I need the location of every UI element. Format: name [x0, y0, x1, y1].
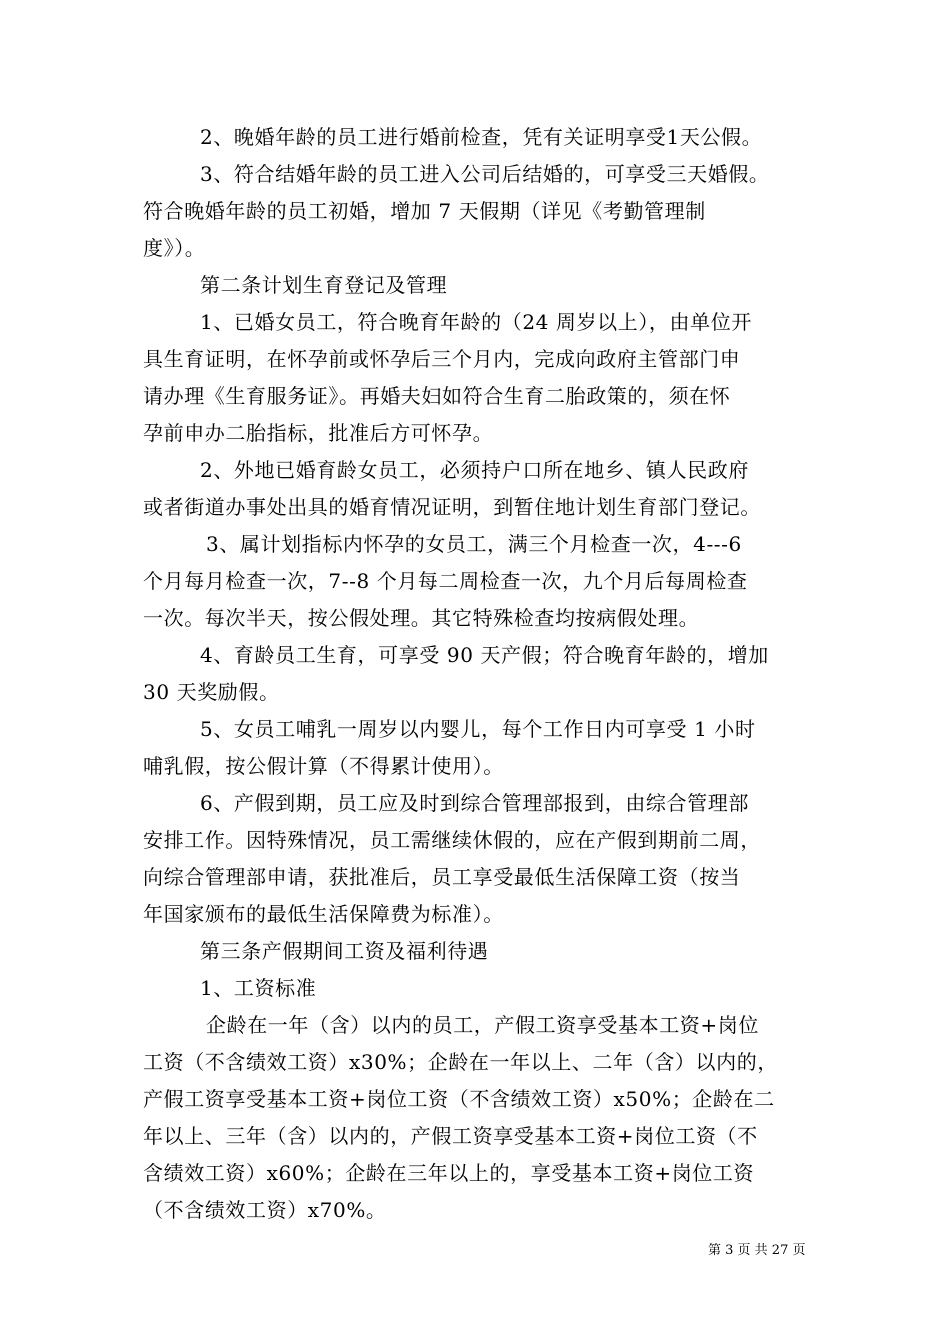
text-line: 工资（不含绩效工资）x30%；企龄在一年以上、二年（含）以内的， — [143, 1050, 778, 1074]
text-line: 企龄在一年（含）以内的员工，产假工资享受基本工资+岗位 — [206, 1013, 759, 1037]
text-line: 或者街道办事处出具的婚育情况证明，到暂住地计划生育部门登记。 — [143, 495, 761, 519]
text-line: 6、产假到期，员工应及时到综合管理部报到，由综合管理部 — [200, 791, 749, 815]
text-line: 符合晚婚年龄的员工初婚，增加 7 天假期（详见《考勤管理制 — [143, 199, 706, 223]
page-number-footer: 第 3 页 共 27 页 — [708, 1243, 806, 1258]
section-heading: 第三条产假期间工资及福利待遇 — [200, 939, 489, 963]
text-line: 30 天奖励假。 — [143, 680, 280, 704]
subsection-heading: 1、工资标准 — [200, 976, 317, 1000]
text-line: 含绩效工资）x60%；企龄在三年以上的，享受基本工资+岗位工资 — [143, 1161, 755, 1185]
text-line: 孕前申办二胎指标，批准后方可怀孕。 — [143, 421, 494, 445]
text-line: 个月每月检查一次，7--8 个月每二周检查一次，九个月后每周检查 — [143, 569, 748, 593]
text-line: 请办理《生育服务证》。再婚夫妇如符合生育二胎政策的，须在怀 — [143, 384, 731, 408]
text-line: （不含绩效工资）x70%。 — [143, 1198, 387, 1222]
text-line: 年国家颁布的最低生活保障费为标准）。 — [143, 902, 504, 926]
text-line: 年以上、三年（含）以内的，产假工资享受基本工资+岗位工资（不 — [143, 1124, 758, 1148]
text-line: 3、符合结婚年龄的员工进入公司后结婚的，可享受三天婚假。 — [200, 162, 770, 186]
text-line: 安排工作。因特殊情况，员工需继续休假的，应在产假到期前二周， — [143, 828, 761, 852]
text-line: 4、育龄员工生育，可享受 90 天产假；符合晚育年龄的，增加 — [200, 643, 769, 667]
text-line: 2、晚婚年龄的员工进行婚前检查，凭有关证明享受1天公假。 — [200, 125, 763, 149]
text-line: 2、外地已婚育龄女员工，必须持户口所在地乡、镇人民政府 — [200, 458, 749, 482]
text-line: 一次。每次半天，按公假处理。其它特殊检查均按病假处理。 — [143, 606, 700, 630]
text-line: 5、女员工哺乳一周岁以内婴儿，每个工作日内可享受 1 小时 — [200, 717, 756, 741]
text-line: 1、已婚女员工，符合晚育年龄的（24 周岁以上），由单位开 — [200, 310, 752, 334]
text-line: 度》）。 — [143, 236, 206, 260]
text-line: 3、属计划指标内怀孕的女员工，满三个月检查一次，4---6 — [206, 532, 742, 556]
section-heading: 第二条计划生育登记及管理 — [200, 273, 448, 297]
text-line: 哺乳假，按公假计算（不得累计使用）。 — [143, 754, 504, 778]
text-line: 具生育证明，在怀孕前或怀孕后三个月内，完成向政府主管部门申 — [143, 347, 741, 371]
text-line: 向综合管理部申请，获批准后，员工享受最低生活保障工资（按当 — [143, 865, 741, 889]
text-line: 产假工资享受基本工资+岗位工资（不含绩效工资）x50%；企龄在二 — [143, 1087, 775, 1111]
